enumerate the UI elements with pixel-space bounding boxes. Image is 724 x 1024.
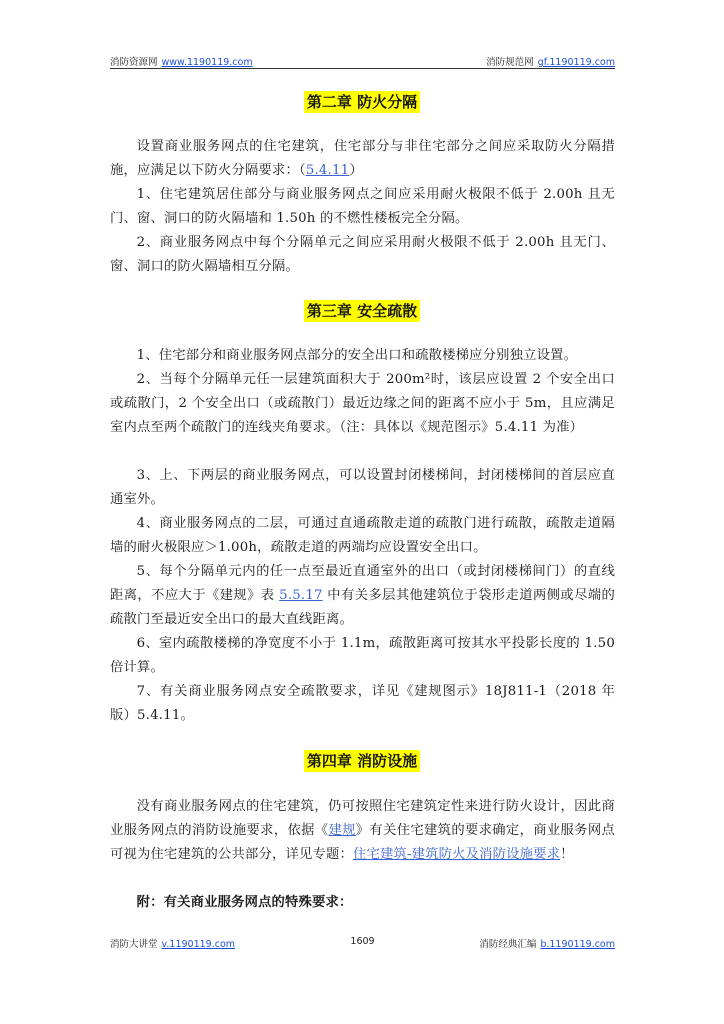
chapter-4-paragraph: 没有商业服务网点的住宅建筑，仍可按照住宅建筑定性来进行防火设计，因此商业服务网点的消防设施要求，依据《建规》有关住宅建筑的要求确定，商业服务网点可视为住宅建筑的公共部分，详见专题：住宅建筑-建筑防火及消防设施要求！ [110, 799, 615, 862]
page-footer [110, 936, 615, 950]
footer-left-label: 消防大讲堂 [110, 939, 158, 950]
header-right [486, 54, 615, 68]
header-right-label: 消防规范网 [486, 57, 534, 68]
chapter-3-item-6: 6、室内疏散楼梯的净宽度不小于 1.1m，疏散距离可按其水平投影长度的 1.50 倍计算。 [110, 636, 615, 675]
chapter-2-title: 第二章 防火分隔 [304, 91, 420, 113]
footer-right-link[interactable]: b.1190119.com [540, 939, 615, 950]
footer-right-label: 消防经典汇编 [479, 939, 537, 950]
footer-right [479, 936, 615, 950]
jiangui-link[interactable]: 建规 [328, 823, 356, 838]
chapter-3-item-7: 7、有关商业服务网点安全疏散要求，详见《建规图示》18J811-1（2018 年版）5.4.11。 [110, 684, 615, 723]
header-divider [110, 68, 615, 69]
chapter-2-item-2: 2、商业服务网点中每个分隔单元之间应采用耐火极限不低于 2.00h 且无门、窗、洞口的防火隔墙相互分隔。 [110, 235, 615, 274]
table-link-5-5-17[interactable]: 5.5.17 [279, 588, 323, 603]
header-right-link[interactable]: gf.1190119.com [537, 57, 615, 68]
page-header [110, 54, 615, 68]
chapter-3-item-1: 1、住宅部分和商业服务网点部分的安全出口和疏散楼梯应分别独立设置。 [136, 348, 578, 363]
clause-link-5-4-11[interactable]: 5.4.11 [305, 163, 350, 178]
chapter-3-item-2: 2、当每个分隔单元任一层建筑面积大于 200m²时，该层应设置 2 个安全出口或疏散门，2 个安全出口（或疏散门）最近边缘之间的距离不应小于 5m，且应满足室内点至两个疏散门的连线夹角要求。（注：具体以《规范图示》5.4.11 为准） [110, 372, 615, 435]
page-number: 1609 [350, 936, 375, 947]
chapter-3-item-4: 4、商业服务网点的二层，可通过直通疏散走道的疏散门进行疏散，疏散走道隔墙的耐火极限应＞1.00h，疏散走道的两端均应设置安全出口。 [110, 516, 615, 555]
footer-left-link[interactable]: v.1190119.com [161, 939, 236, 950]
chapter-4-title: 第四章 消防设施 [304, 750, 420, 772]
chapter-3-item-5: 5、每个分隔单元内的任一点至最近直通室外的出口（或封闭楼梯间门）的直线距离，不应大于《建规》表 5.5.17 中有关多层其他建筑位于袋形走道两侧或尽端的疏散门至最近安全出口的最大直线距离。 [110, 564, 615, 627]
chapter-2-intro: 设置商业服务网点的住宅建筑，住宅部分与非住宅部分之间应采取防火分隔措施，应满足以下防火分隔要求：（5.4.11） [110, 139, 615, 178]
chapter-4-heading [0, 750, 724, 774]
appendix-heading: 附：有关商业服务网点的特殊要求： [136, 895, 353, 910]
header-left-link[interactable]: www.1190119.com [161, 57, 253, 68]
header-left-label: 消防资源网 [110, 57, 158, 68]
chapter-3-heading [0, 300, 724, 324]
chapter-2-heading [0, 91, 724, 115]
residential-topic-link[interactable]: 住宅建筑-建筑防火及消防设施要求 [352, 847, 561, 862]
header-left [110, 54, 253, 68]
chapter-3-item-3: 3、上、下两层的商业服务网点，可以设置封闭楼梯间，封闭楼梯间的首层应直通室外。 [110, 468, 615, 507]
chapter-2-item-1: 1、住宅建筑居住部分与商业服务网点之间应采用耐火极限不低于 2.00h 且无门、窗、洞口的防火隔墙和 1.50h 的不燃性楼板完全分隔。 [110, 187, 615, 226]
chapter-3-title: 第三章 安全疏散 [304, 300, 420, 322]
